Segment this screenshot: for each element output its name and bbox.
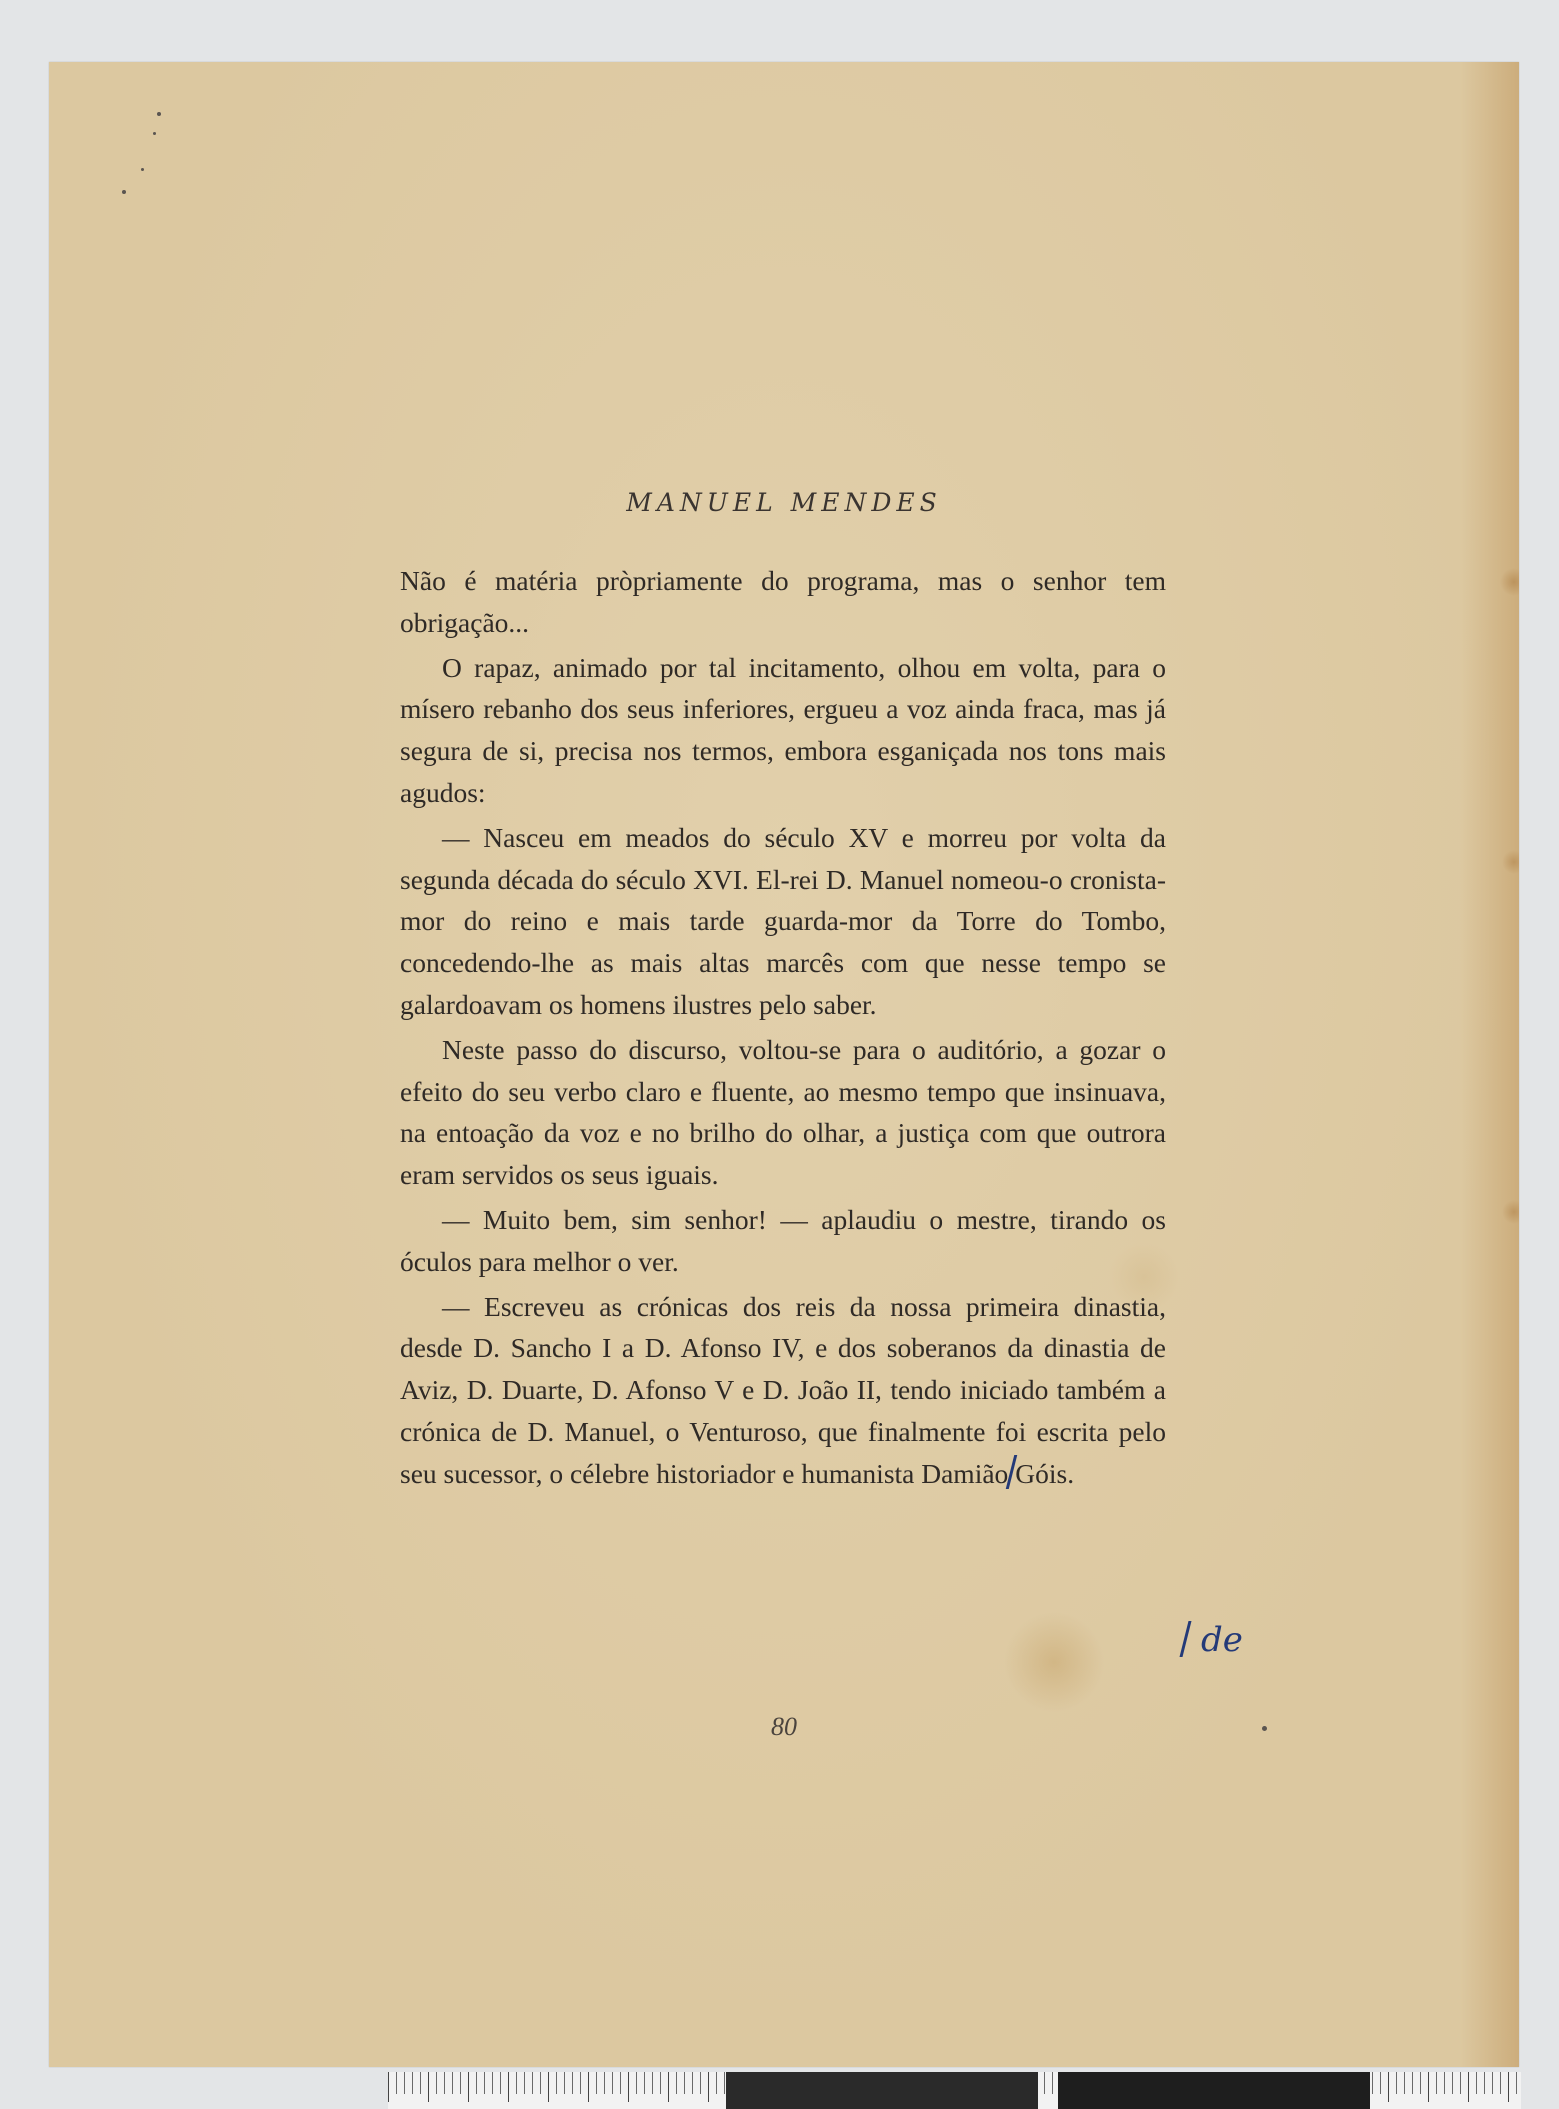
paragraph-1: Não é matéria pròpriamente do programa, mas o senhor tem obrigação... <box>400 565 1166 638</box>
body-text <box>400 560 1166 1498</box>
page-number: 80 <box>771 1712 797 1741</box>
color-scale-ruler <box>388 2072 1521 2109</box>
paragraph-5: — Muito bem, sim senhor! — aplaudiu o mestre, tirando os óculos para melhor o ver. <box>400 1203 1166 1277</box>
paper-speck <box>1262 1726 1267 1731</box>
paper-speck <box>141 168 144 171</box>
margin-annotation <box>1184 1620 1243 1660</box>
margin-annotation-text: de <box>1201 1620 1243 1660</box>
paragraph-6-text: — Escreveu as crónicas dos reis da nossa primeira dinastia, desde D. Sancho I a D. Afonso IV, e dos soberanos da dinastia de Aviz, D. Duarte, D. Afonso V e D. João II, tendo iniciado também a crónica de D. Manuel, o Venturoso, que finalmente foi escrita pelo seu sucessor, o célebre historiador e humanista Damião <box>400 1290 1166 1489</box>
running-head: MANUEL MENDES <box>626 488 942 517</box>
paper-speck <box>122 190 126 194</box>
paragraph-6 <box>400 1286 1166 1495</box>
margin-slash-mark <box>1180 1621 1192 1657</box>
paper-speck <box>153 132 156 135</box>
paragraph-2: O rapaz, animado por tal incitamento, olhou em volta, para o mísero rebanho dos seus inferiores, ergueu a voz ainda fraca, mas já segura de si, precisa nos termos, embora esganiçada nos tons mais agudos: <box>400 651 1166 808</box>
ruler-dark-patch <box>1058 2072 1370 2109</box>
paragraph-4: Neste passo do discurso, voltou-se para o auditório, a gozar o efeito do seu verbo claro e fluente, ao mesmo tempo que insinuava, na entoação da voz e no brilho do olhar, a justiça com que outrora eram servidos os seus iguais. <box>400 1033 1166 1191</box>
ruler-dark-patch <box>726 2072 1038 2109</box>
paragraph-6-end: Góis. <box>1015 1457 1075 1489</box>
document-page <box>49 62 1519 2067</box>
paragraph-3: — Nasceu em meados do século XV e morreu por volta da segunda década do século XVI. El-rei D. Manuel nomeou-o cronista-mor do reino e mais tarde guarda-mor da Torre do Tombo, concedendo-lhe as mais altas marcês com que nesse tempo se galardoavam os homens ilustres pelo saber. <box>400 821 1166 1020</box>
paper-speck <box>157 112 161 116</box>
